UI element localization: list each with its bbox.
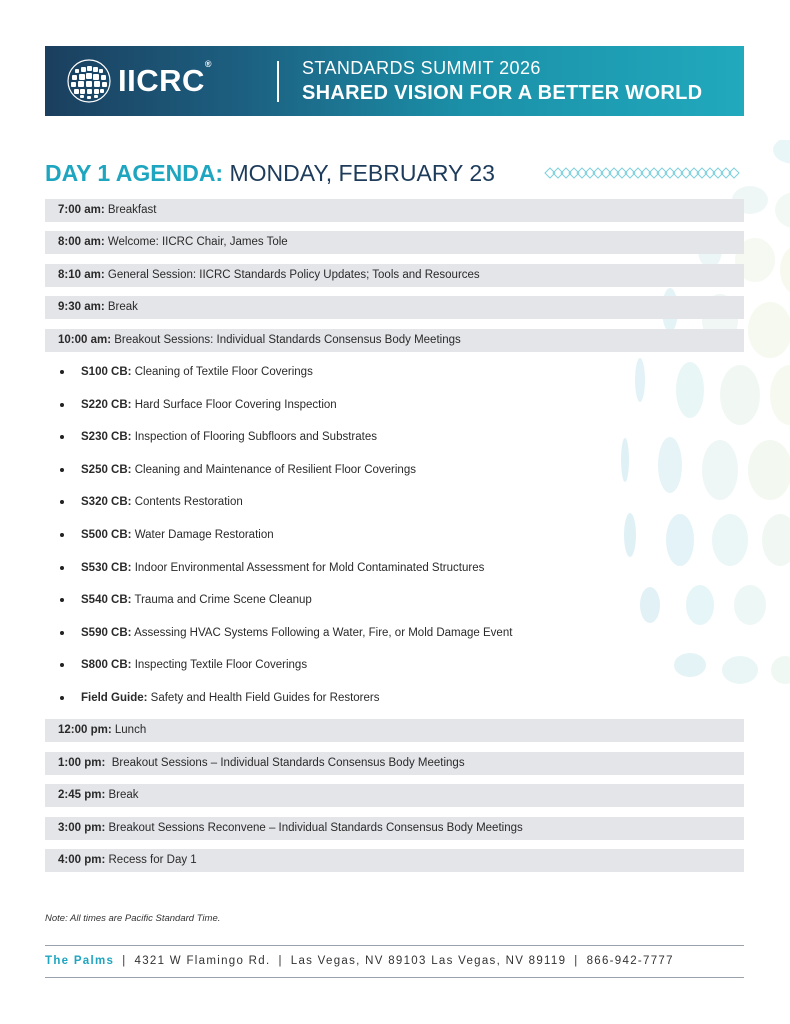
venue-phone: 866-942-7777 — [586, 955, 674, 967]
bullet-icon — [60, 533, 64, 537]
session-title: Indoor Environmental Assessment for Mold Contaminated Structures — [134, 562, 485, 574]
timezone-note: Note: All times are Pacific Standard Time. — [45, 913, 221, 924]
agenda-row-afternoon-break — [45, 784, 744, 807]
summit-title: STANDARDS SUMMIT 2026 — [302, 58, 541, 78]
agenda-row-general-session — [45, 264, 744, 287]
venue-name: The Palms — [45, 955, 115, 967]
bullet-icon — [60, 598, 64, 602]
bullet-icon — [60, 696, 64, 700]
page-title — [45, 160, 495, 187]
agenda-item: Lunch — [114, 724, 147, 736]
agenda-time: 8:10 am: — [58, 269, 105, 281]
agenda-item: Breakout Sessions – Individual Standards Consensus Body Meetings — [108, 757, 465, 769]
bullet-icon — [60, 500, 64, 504]
footer-venue-info — [45, 955, 744, 967]
footer-top-rule — [45, 945, 744, 946]
agenda-time: 8:00 am: — [58, 236, 105, 248]
bullet-icon — [60, 403, 64, 407]
agenda-item: Recess for Day 1 — [108, 854, 197, 866]
agenda-time: 1:00 pm: — [58, 757, 106, 769]
venue-city: Las Vegas, NV 89103 Las Vegas, NV 89119 — [290, 955, 567, 967]
session-code: S540 CB: — [81, 594, 132, 606]
session-title: Inspection of Flooring Subfloors and Substrates — [134, 431, 377, 443]
agenda-row-reconvene — [45, 817, 744, 840]
agenda-item: Breakout Sessions Reconvene – Individual Standards Consensus Body Meetings — [108, 822, 523, 834]
agenda-row-welcome — [45, 231, 744, 254]
agenda-item: Break — [107, 301, 138, 313]
agenda-row-lunch — [45, 719, 744, 742]
session-code: Field Guide: — [81, 692, 148, 704]
session-code: S530 CB: — [81, 562, 132, 574]
decorative-globe-graphic — [590, 140, 790, 720]
agenda-item: General Session: IICRC Standards Policy Updates; Tools and Resources — [107, 269, 480, 281]
agenda-item: Breakout Sessions: Individual Standards Consensus Body Meetings — [114, 334, 461, 346]
bullet-icon — [60, 435, 64, 439]
session-code: S500 CB: — [81, 529, 132, 541]
agenda-item: Welcome: IICRC Chair, James Tole — [107, 236, 288, 248]
session-code: S230 CB: — [81, 431, 132, 443]
session-code: S250 CB: — [81, 464, 132, 476]
session-title: Inspecting Textile Floor Coverings — [134, 659, 308, 671]
session-title: Safety and Health Field Guides for Restorers — [150, 692, 380, 704]
agenda-time: 3:00 pm: — [58, 822, 106, 834]
session-title: Trauma and Crime Scene Cleanup — [134, 594, 312, 606]
header-banner — [45, 46, 744, 116]
agenda-row-break — [45, 296, 744, 319]
bullet-icon — [60, 566, 64, 570]
bullet-icon — [60, 468, 64, 472]
agenda-time: 2:45 pm: — [58, 789, 106, 801]
agenda-row-recess — [45, 849, 744, 872]
title-highlight: DAY 1 AGENDA: — [45, 160, 224, 186]
banner-divider — [277, 61, 279, 102]
footer-bottom-rule — [45, 977, 744, 978]
agenda-time: 12:00 pm: — [58, 724, 112, 736]
title-date: MONDAY, FEBRUARY 23 — [229, 160, 495, 186]
session-code: S220 CB: — [81, 399, 132, 411]
bullet-icon — [60, 370, 64, 374]
session-title: Water Damage Restoration — [134, 529, 274, 541]
session-code: S100 CB: — [81, 366, 132, 378]
registered-mark: ® — [204, 59, 213, 69]
agenda-row-breakout — [45, 329, 744, 352]
agenda-time: 10:00 am: — [58, 334, 112, 346]
agenda-time: 4:00 pm: — [58, 854, 106, 866]
footer-separator: | — [574, 955, 579, 967]
session-title: Assessing HVAC Systems Following a Water, Fire, or Mold Damage Event — [134, 627, 513, 639]
agenda-row-breakfast — [45, 199, 744, 222]
diamond-chain-decoration — [543, 166, 743, 180]
iicrc-logo — [67, 59, 212, 103]
session-code: S590 CB: — [81, 627, 132, 639]
agenda-item: Break — [108, 789, 139, 801]
footer-separator: | — [278, 955, 283, 967]
session-title: Cleaning and Maintenance of Resilient Floor Coverings — [134, 464, 416, 476]
logo-wordmark: IICRC® — [118, 59, 213, 98]
agenda-row-afternoon-breakout — [45, 752, 744, 775]
session-title: Cleaning of Textile Floor Coverings — [134, 366, 313, 378]
footer-separator: | — [122, 955, 127, 967]
globe-logo-icon — [67, 59, 111, 103]
agenda-item: Breakfast — [107, 204, 157, 216]
session-title: Contents Restoration — [134, 496, 243, 508]
session-code: S320 CB: — [81, 496, 132, 508]
summit-tagline: SHARED VISION FOR A BETTER WORLD — [302, 82, 703, 104]
bullet-icon — [60, 663, 64, 667]
bullet-icon — [60, 631, 64, 635]
session-title: Hard Surface Floor Covering Inspection — [134, 399, 337, 411]
agenda-time: 7:00 am: — [58, 204, 105, 216]
agenda-time: 9:30 am: — [58, 301, 105, 313]
session-code: S800 CB: — [81, 659, 132, 671]
venue-address: 4321 W Flamingo Rd. — [134, 955, 271, 967]
